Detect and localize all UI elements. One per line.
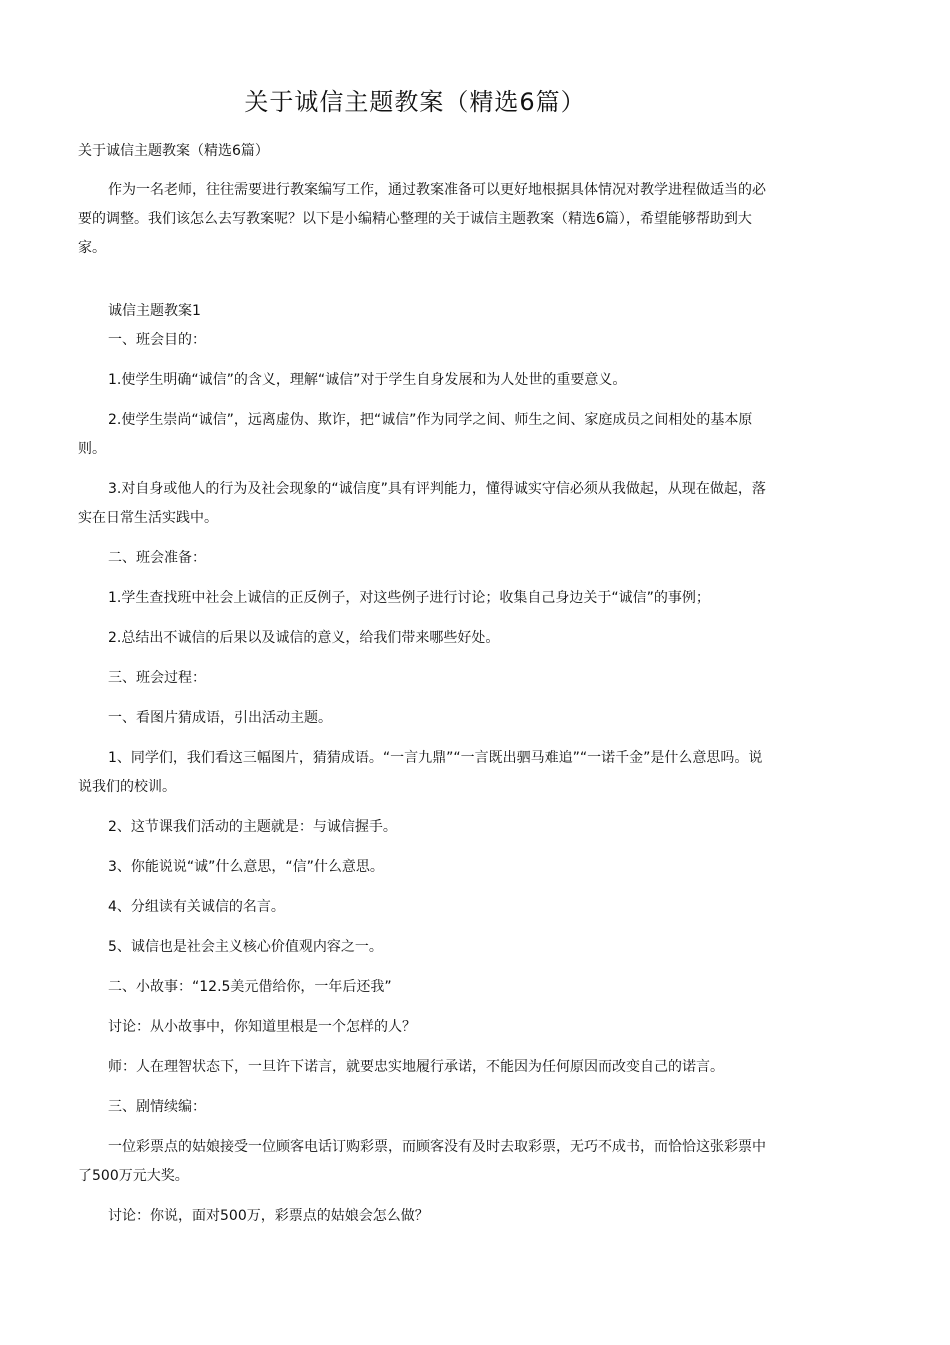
process-step-story: 二、小故事：“12.5美元借给你，一年后还我” bbox=[108, 979, 392, 995]
process-item-1: 1、同学们，我们看这三幅图片，猜猜成语。“一言九鼎”“一言既出驷马难追”“一诺千金”是什么意思吗。说说我们的校训。 bbox=[78, 750, 763, 795]
process-item-4: 4、分组读有关诚信的名言。 bbox=[108, 899, 285, 915]
process-step-plot-continuation: 三、剧情续编： bbox=[108, 1099, 206, 1115]
document-title: 关于诚信主题教案（精选6篇） bbox=[244, 88, 586, 116]
document-body bbox=[78, 176, 776, 1242]
process-item-3: 3、你能说说“诚”什么意思，“信”什么意思。 bbox=[108, 859, 384, 875]
intro-paragraph: 作为一名老师，往往需要进行教案编写工作，通过教案准备可以更好地根据具体情况对教学进程做适当的必要的调整。我们该怎么去写教案呢？以下是小编精心整理的关于诚信主题教案（精选6篇），希望能够帮助到大家。 bbox=[78, 182, 766, 256]
process-item-2: 2、这节课我们活动的主题就是：与诚信握手。 bbox=[108, 819, 397, 835]
preparation-item-1: 1.学生查找班中社会上诚信的正反例子，对这些例子进行讨论；收集自己身边关于“诚信”的事例； bbox=[108, 590, 710, 606]
heading-class-meeting-purpose: 一、班会目的： bbox=[108, 332, 206, 348]
purpose-item-3: 3.对自身或他人的行为及社会现象的“诚信度”具有评判能力，懂得诚实守信必须从我做起，从现在做起，落实在日常生活实践中。 bbox=[78, 481, 766, 526]
plot-discussion: 讨论：你说，面对500万，彩票点的姑娘会怎么做？ bbox=[108, 1208, 429, 1224]
teacher-remark: 师：人在理智状态下，一旦许下诺言，就要忠实地履行承诺，不能因为任何原因而改变自己的诺言。 bbox=[108, 1059, 724, 1075]
story-discussion: 讨论：从小故事中，你知道里根是一个怎样的人？ bbox=[108, 1019, 416, 1035]
document-subtitle: 关于诚信主题教案（精选6篇） bbox=[78, 143, 269, 159]
purpose-item-2: 2.使学生崇尚“诚信”，远离虚伪、欺诈，把“诚信”作为同学之间、师生之间、家庭成员之间相处的基本原则。 bbox=[78, 412, 753, 457]
plot-scenario: 一位彩票点的姑娘接受一位顾客电话订购彩票，而顾客没有及时去取彩票，无巧不成书，而恰恰这张彩票中了500万元大奖。 bbox=[78, 1139, 766, 1184]
heading-class-meeting-preparation: 二、班会准备： bbox=[108, 550, 206, 566]
purpose-item-1: 1.使学生明确“诚信”的含义，理解“诚信”对于学生自身发展和为人处世的重要意义。 bbox=[108, 372, 627, 388]
preparation-item-2: 2.总结出不诚信的后果以及诚信的意义，给我们带来哪些好处。 bbox=[108, 630, 500, 646]
section-heading-lesson-1: 诚信主题教案1 bbox=[108, 303, 201, 319]
process-step-guess-idioms: 一、看图片猜成语，引出活动主题。 bbox=[108, 710, 332, 726]
heading-class-meeting-process: 三、班会过程： bbox=[108, 670, 206, 686]
process-item-5: 5、诚信也是社会主义核心价值观内容之一。 bbox=[108, 939, 383, 955]
